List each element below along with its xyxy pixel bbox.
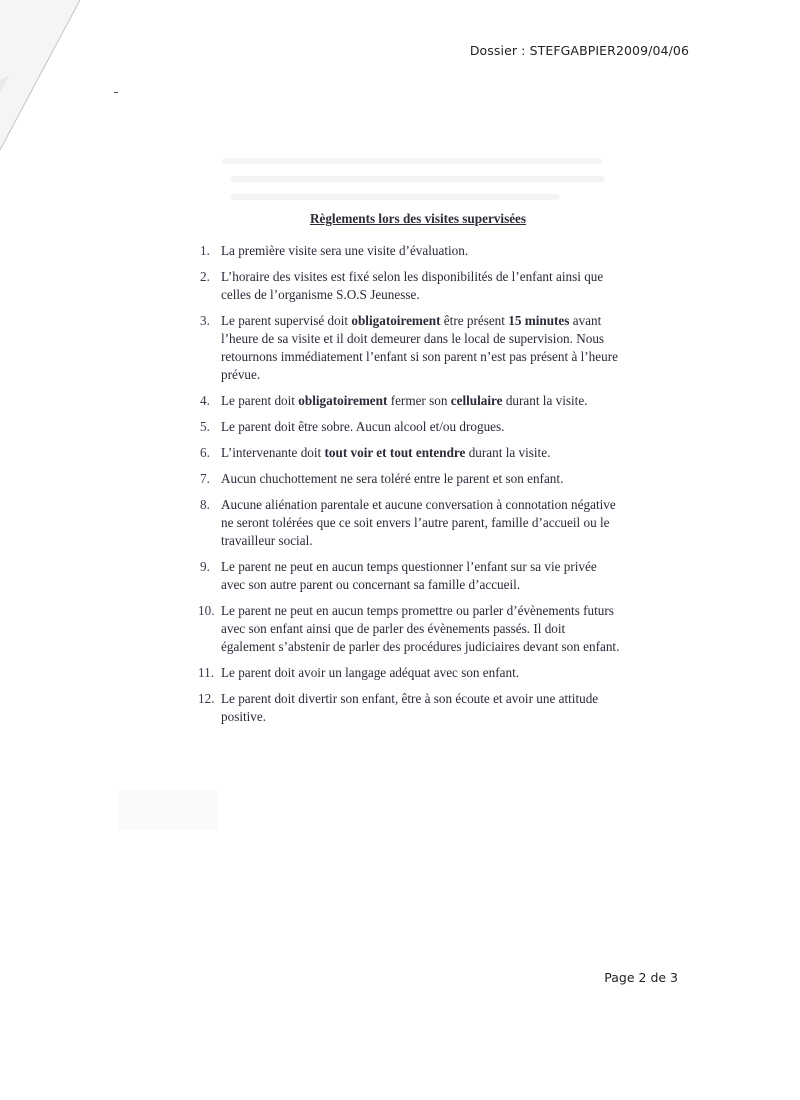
bleed-through-line <box>230 176 605 182</box>
rule-item <box>200 470 620 488</box>
rule-number: 7. <box>200 471 210 486</box>
rule-text <box>221 559 597 592</box>
rule-item <box>200 312 620 384</box>
rule-emphasis: cellulaire <box>450 393 503 408</box>
rule-number: 8. <box>200 497 210 512</box>
rule-number: 3. <box>200 313 210 328</box>
rule-number: 12. <box>198 691 215 706</box>
rule-text <box>221 393 587 408</box>
rule-text-segment: durant la visite. <box>502 393 588 408</box>
rule-text <box>221 269 603 302</box>
rule-item <box>200 392 620 410</box>
rule-item <box>200 418 620 436</box>
rule-text <box>221 603 619 654</box>
rule-number: 1. <box>200 243 210 258</box>
rule-number: 2. <box>200 269 210 284</box>
rule-number: 4. <box>200 393 210 408</box>
rule-emphasis: 15 minutes <box>508 313 570 328</box>
rule-number: 6. <box>200 445 210 460</box>
rule-number: 5. <box>200 419 210 434</box>
rule-text-segment: Le parent ne peut en aucun temps questionner l’enfant sur sa vie privée avec son autre parent ou concernant sa famille d’accueil. <box>221 559 597 592</box>
rule-text <box>221 665 519 680</box>
page-number: Page 2 de 3 <box>604 970 678 985</box>
rules-section <box>200 210 620 734</box>
rule-item <box>200 664 620 682</box>
rule-text-segment: La première visite sera une visite d’évaluation. <box>221 243 469 258</box>
bleed-through-line <box>222 158 602 164</box>
rule-emphasis: obligatoirement <box>351 313 441 328</box>
document-title: Règlements lors des visites supervisées <box>309 211 527 226</box>
rule-number: 10. <box>198 603 215 618</box>
rule-text-segment: Le parent doit être sobre. Aucun alcool et/ou drogues. <box>221 419 505 434</box>
rule-text <box>221 471 563 486</box>
rule-number: 11. <box>198 665 214 680</box>
folded-corner-shadow <box>0 0 80 150</box>
rules-list <box>200 242 620 726</box>
rule-item <box>200 242 620 260</box>
rule-text <box>221 419 504 434</box>
rule-text-segment: Le parent supervisé doit <box>221 313 352 328</box>
dossier-reference: Dossier : STEFGABPIER2009/04/06 <box>469 43 689 58</box>
rule-text-segment: Aucun chuchottement ne sera toléré entre le parent et son enfant. <box>221 471 564 486</box>
rule-item <box>200 268 620 304</box>
rule-text <box>221 313 618 382</box>
bleed-through-line <box>230 194 560 200</box>
scan-speck <box>114 92 118 93</box>
rule-item <box>200 690 620 726</box>
rule-text <box>221 243 468 258</box>
rule-text-segment: Le parent doit avoir un langage adéquat avec son enfant. <box>221 665 520 680</box>
rule-text-segment: L’horaire des visites est fixé selon les disponibilités de l’enfant ainsi que celles de l’organisme S.O.S Jeunesse. <box>221 269 604 302</box>
rule-text-segment: durant la visite. <box>465 445 551 460</box>
rule-text-segment: être présent <box>440 313 509 328</box>
rule-text-segment: Aucune aliénation parentale et aucune conversation à connotation négative ne seront tolérées que ce soit envers l’autre parent, famille d’accueil ou le travailleur social. <box>221 497 616 548</box>
rule-text-segment: avant l’heure de sa visite et il doit demeurer dans le local de supervision. Nous retournons immédiatement l’enfant si son parent n’est pas présent à l’heure prévue. <box>221 313 618 382</box>
bleed-through-line <box>118 790 218 830</box>
rule-item <box>200 558 620 594</box>
rule-emphasis: obligatoirement <box>298 393 388 408</box>
rule-text-segment: Le parent doit <box>221 393 299 408</box>
rule-text <box>221 497 616 548</box>
rule-text <box>221 691 598 724</box>
rule-text-segment: fermer son <box>387 393 451 408</box>
rule-text <box>221 445 550 460</box>
rule-text-segment: L’intervenante doit <box>221 445 325 460</box>
rule-number: 9. <box>200 559 210 574</box>
rule-emphasis: tout voir et tout entendre <box>324 445 466 460</box>
rule-text-segment: Le parent doit divertir son enfant, être à son écoute et avoir une attitude positive. <box>221 691 599 724</box>
rule-text-segment: Le parent ne peut en aucun temps promettre ou parler d’évènements futurs avec son enfant ainsi que de parler des évènements passés. Il doit également s’abstenir de parler des procédures judiciaires devant son enfant. <box>221 603 620 654</box>
rule-item <box>200 602 620 656</box>
rule-item <box>200 496 620 550</box>
rule-item <box>200 444 620 462</box>
